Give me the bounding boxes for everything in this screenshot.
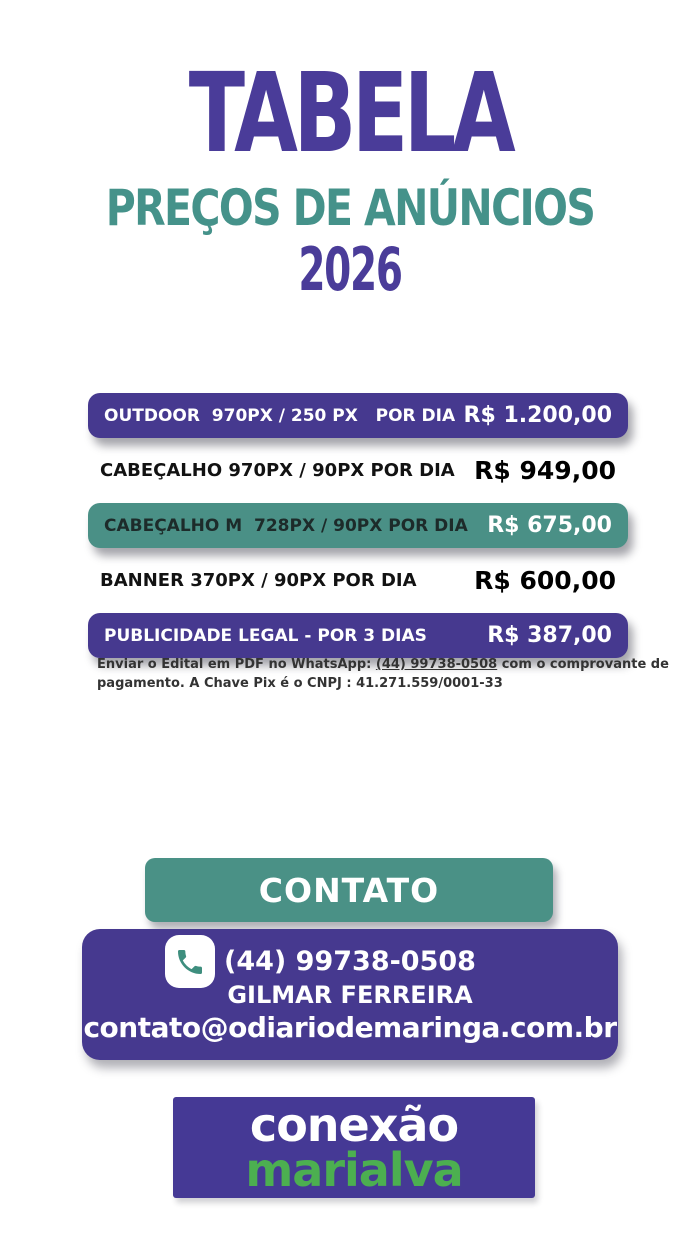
contact-card: [82, 929, 618, 1060]
logo: [173, 1097, 535, 1198]
price-row-label: CABEÇALHO M 728PX / 90PX POR DIA: [104, 515, 468, 536]
price-row-cabecalho: [88, 448, 628, 493]
phone-icon: [165, 935, 215, 988]
payment-note-line1: [97, 655, 669, 674]
price-row-publicidade-legal: [88, 613, 628, 658]
payment-note-line2: pagamento. A Chave Pix é o CNPJ : 41.271.559/0001-33: [97, 676, 503, 691]
contact-phone[interactable]: (44) 99738-0508: [224, 945, 476, 977]
price-row-label: PUBLICIDADE LEGAL - POR 3 DIAS: [104, 625, 427, 646]
whatsapp-number[interactable]: (44) 99738-0508: [375, 657, 498, 672]
page-year: 2026: [298, 235, 402, 305]
price-row-price: R$ 949,00: [474, 456, 616, 485]
price-row-label: BANNER 370PX / 90PX POR DIA: [100, 570, 417, 591]
price-row-outdoor: [88, 393, 628, 438]
logo-conexao: conexão: [249, 1097, 459, 1152]
logo-marialva: marialva: [245, 1142, 463, 1197]
price-table: [88, 393, 628, 668]
price-row-price: R$ 1.200,00: [463, 403, 612, 428]
price-row-cabecalho-m: [88, 503, 628, 548]
contact-heading: CONTATO: [145, 858, 553, 922]
note-text: com o comprovante de: [497, 657, 669, 672]
price-row-price: R$ 675,00: [487, 513, 612, 538]
price-row-price: R$ 387,00: [487, 623, 612, 648]
page-title: TABELA: [188, 49, 512, 177]
price-row-label: CABEÇALHO 970PX / 90PX POR DIA: [100, 460, 455, 481]
note-text: Enviar o Edital em PDF no WhatsApp:: [97, 657, 376, 672]
payment-note: [97, 655, 669, 693]
page-subtitle: PREÇOS DE ANÚNCIOS: [105, 179, 595, 237]
price-row-label: OUTDOOR 970PX / 250 PX POR DIA: [104, 405, 456, 426]
price-row-price: R$ 600,00: [474, 566, 616, 595]
contact-name: GILMAR FERREIRA: [227, 980, 473, 1009]
contact-email[interactable]: contato@odiariodemaringa.com.br: [83, 1010, 617, 1044]
price-row-banner: [88, 558, 628, 603]
